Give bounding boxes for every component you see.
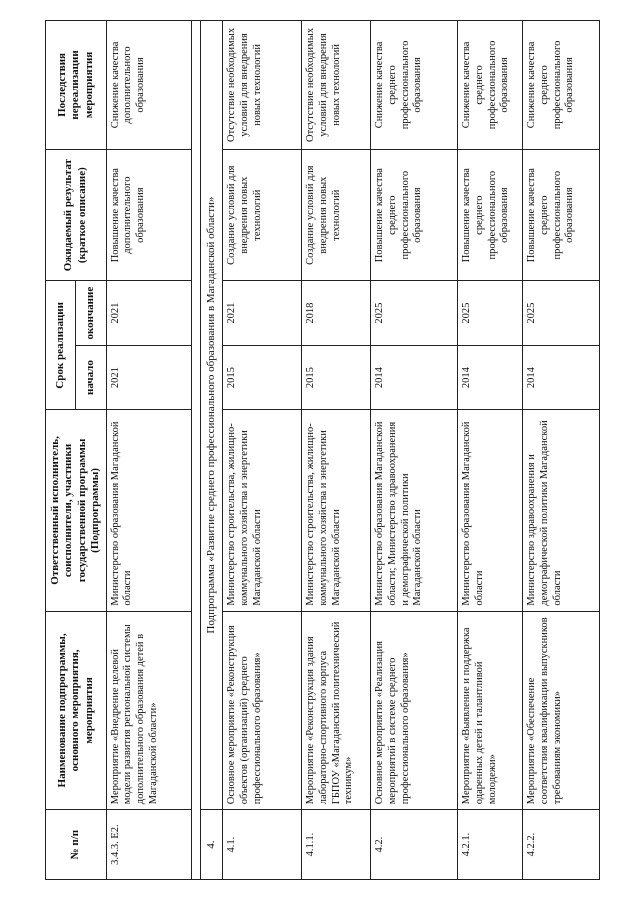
- cell-num: 4.1.1.: [302, 810, 371, 880]
- table-row: [458, 21, 523, 880]
- header-period: Срок реализации: [46, 281, 76, 410]
- cell-name: Мероприятие «Внедрение целевой модели развития региональной системы дополнительного образования детей в Магаданской области»: [106, 611, 191, 810]
- row-spacer: [191, 21, 200, 880]
- cell-responsible: Министерство строительства, жилищно-коммунального хозяйства и энергетики Магаданской области: [302, 410, 371, 611]
- cell-num: 4.2.1.: [458, 810, 523, 880]
- cell-end: 2025: [371, 281, 458, 345]
- header-name: Наименование подпрограммы, основного мероприятия, мероприятия: [46, 611, 107, 810]
- rotated-page: [45, 20, 635, 880]
- header-result: Ожидаемый результат (краткое описание): [46, 149, 107, 281]
- header-end: окончание: [76, 281, 106, 345]
- cell-consequences: Снижение качества среднего профессионального образования: [523, 21, 600, 150]
- header-num: № п/п: [46, 810, 107, 880]
- table-row: [106, 21, 191, 880]
- cell-start: 2014: [523, 345, 600, 409]
- cell-result: Создание условий для внедрения новых технологий: [223, 149, 302, 281]
- cell-result: Повышение качества среднего профессионального образования: [371, 149, 458, 281]
- cell-start: 2021: [106, 345, 191, 409]
- subprogram-row: [200, 21, 222, 880]
- cell-consequences: Отсутствие необходимых условий для внедрения новых технологий: [223, 21, 302, 150]
- subprogram-num: 4.: [200, 810, 222, 880]
- header-responsible: Ответственный исполнитель, соисполнители, участники государственной программы (Подпрограммы): [46, 410, 107, 611]
- cell-result: Повышение качества дополнительного образования: [106, 149, 191, 281]
- cell-num: 4.2.2.: [523, 810, 600, 880]
- cell-responsible: Министерство образования Магаданской области: [458, 410, 523, 611]
- cell-end: 2021: [106, 281, 191, 345]
- cell-start: 2014: [371, 345, 458, 409]
- cell-num: 4.1.: [223, 810, 302, 880]
- table-row: [223, 21, 302, 880]
- cell-responsible: Министерство образования Магаданской области; Министерство здравоохранения и демографической политики Магаданской области: [371, 410, 458, 611]
- cell-num: 3.4.3. Е2.: [106, 810, 191, 880]
- cell-result: Повышение качества среднего профессионального образования: [523, 149, 600, 281]
- cell-consequences: Снижение качества среднего профессионального образования: [371, 21, 458, 150]
- cell-start: 2015: [302, 345, 371, 409]
- program-table: [45, 20, 600, 880]
- cell-name: Мероприятие «Выявление и поддержка одаренных детей и талантливой молодежи»: [458, 611, 523, 810]
- cell-responsible: Министерство образования Магаданской области: [106, 410, 191, 611]
- cell-end: 2018: [302, 281, 371, 345]
- cell-start: 2015: [223, 345, 302, 409]
- cell-name: Мероприятие «Реконструкция здания лабораторно-спортивного корпуса ГБПОУ «Магаданский политехнический техникум»: [302, 611, 371, 810]
- cell-consequences: Отсутствие необходимых условий для внедрения новых технологий: [302, 21, 371, 150]
- cell-name: Мероприятие «Обеспечение соответствия квалификации выпускников требованиям экономики»: [523, 611, 600, 810]
- cell-name: Основное мероприятие «Реконструкция объектов (организаций) среднего профессионального образования»: [223, 611, 302, 810]
- header-start: начало: [76, 345, 106, 409]
- cell-responsible: Министерство строительства, жилищно-коммунального хозяйства и энергетики Магаданской области: [223, 410, 302, 611]
- subprogram-title: Подпрограмма «Развитие среднего профессионального образования в Магаданской области»: [200, 21, 222, 810]
- cell-num: 4.2.: [371, 810, 458, 880]
- table-header-row: [46, 21, 76, 880]
- cell-consequences: Снижение качества дополнительного образования: [106, 21, 191, 150]
- cell-end: 2025: [523, 281, 600, 345]
- header-consequences: Последствия нереализации мероприятия: [46, 21, 107, 150]
- cell-end: 2025: [458, 281, 523, 345]
- table-row: [523, 21, 600, 880]
- cell-end: 2021: [223, 281, 302, 345]
- cell-result: Создание условий для внедрения новых технологий: [302, 149, 371, 281]
- cell-responsible: Министерство здравоохранения и демографической политики Магаданской области: [523, 410, 600, 611]
- table-row: [302, 21, 371, 880]
- table-row: [371, 21, 458, 880]
- cell-consequences: Снижение качества среднего профессионального образования: [458, 21, 523, 150]
- cell-start: 2014: [458, 345, 523, 409]
- cell-name: Основное мероприятие «Реализация мероприятий в системе среднего профессионального образования»: [371, 611, 458, 810]
- cell-result: Повышение качества среднего профессионального образования: [458, 149, 523, 281]
